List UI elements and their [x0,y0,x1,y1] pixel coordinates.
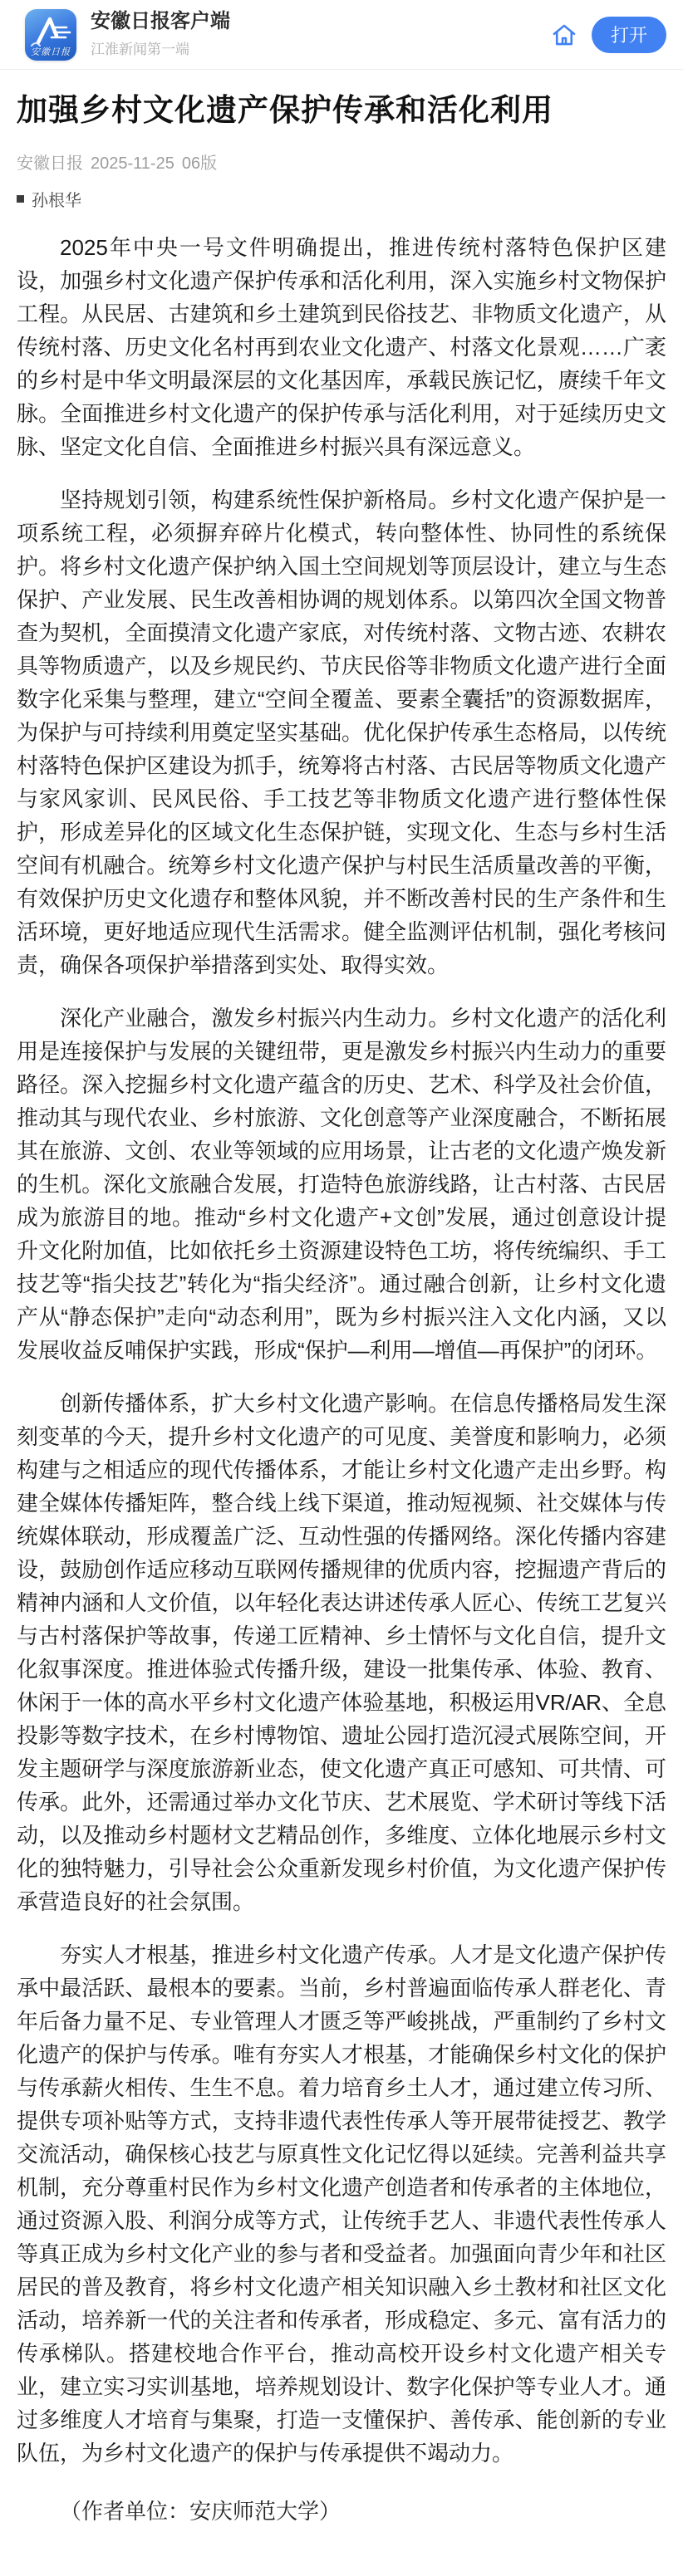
author-affiliation: （作者单位：安庆师范大学） [60,2499,342,2525]
article-date: 2025-11-25 [91,154,174,174]
app-info [91,11,549,58]
app-logo-icon[interactable] [25,9,76,61]
app-icon-label: 安徽日报 [31,47,71,57]
app-banner [0,0,683,70]
app-name: 安徽日报客户端 [91,9,230,32]
header-actions [549,17,666,53]
app-tagline: 江淮新闻第一端 [91,42,189,58]
article-paragraph: 坚持规划引领，构建系统性保护新格局。乡村文化遗产保护是一项系统工程，必须摒弃碎片化模式，转向整体性、协同性的系统保护。将乡村文化遗产保护纳入国土空间规划等顶层设计，建立与生态保护、产业发展、民生改善相协调的规划体系。以第四次全国文物普查为契机，全面摸清文化遗产家底，对传统村落、文物古迹、农耕农具等物质遗产，以及乡规民约、节庆民俗等非物质文化遗产进行全面数字化采集与整理，建立“空间全覆盖、要素全囊括”的资源数据库，为保护与可持续利用奠定坚实基础。优化保护传承生态格局，以传统村落特色保护区建设为抓手，统筹将古村落、古民居等物质文化遗产与家风家训、民风民俗、手工技艺等非物质文化遗产进行整体性保护，形成差异化的区域文化生态保护链，实现文化、生态与乡村生活空间有机融合。统筹乡村文化遗产保护与村民生活质量改善的平衡，有效保护历史文化遗存和整体风貌，并不断改善村民的生产条件和生活环境，更好地适应现代生活需求。健全监测评估机制，强化考核问责，确保各项保护举措落到实处、取得实效。 [17,487,666,978]
article [0,70,683,2558]
article-meta [17,149,666,174]
author-bullet-icon [17,195,24,203]
open-app-button[interactable]: 打开 [592,17,666,53]
article-paragraph: 2025年中央一号文件明确提出，推进传统村落特色保护区建设，加强乡村文化遗产保护传承和活化利用，深入实施乡村文物保护工程。从民居、古建筑和乡土建筑到民俗技艺、非物质文化遗产，从传统村落、历史文化名村再到农业文化遗产、村落文化景观……广袤的乡村是中华文明最深层的文化基因库，承载民族记忆，赓续千年文脉。全面推进乡村文化遗产的保护传承与活化利用，对于延续历史文脉、坚定文化自信、全面推进乡村振兴具有深远意义。 [17,235,666,460]
article-paragraph: 夯实人才根基，推进乡村文化遗产传承。人才是文化遗产保护传承中最活跃、最根本的要素。当前，乡村普遍面临传承人群老化、青年后备力量不足、专业管理人才匮乏等严峻挑战，严重制约了乡村文化遗产的保护与传承。唯有夯实人才根基，才能确保乡村文化的保护与传承薪火相传、生生不息。着力培育乡土人才，通过建立传习所、提供专项补贴等方式，支持非遗代表性传承人等开展带徒授艺、教学交流活动，确保核心技艺与原真性文化记忆得以延续。完善利益共享机制，充分尊重村民作为乡村文化遗产创造者和传承者的主体地位，通过资源入股、利润分成等方式，让传统手艺人、非遗代表性传承人等真正成为乡村文化产业的参与者和受益者。加强面向青少年和社区居民的普及教育，将乡村文化遗产相关知识融入乡土教材和社区文化活动，培养新一代的关注者和传承者，形成稳定、多元、富有活力的传承梯队。搭建校地合作平台，推动高校开设乡村文化遗产相关专业，建立实习实训基地，培养规划设计、数字化保护等专业人才。通过多维度人才培育与集聚，打造一支懂保护、善传承、能创新的专业队伍，为乡村文化遗产的保护与传承提供不竭动力。 [17,1942,666,2466]
home-icon [550,21,578,49]
author-row [17,187,666,211]
article-paragraph: 深化产业融合，激发乡村振兴内生动力。乡村文化遗产的活化利用是连接保护与发展的关键纽带，更是激发乡村振兴内生动力的重要路径。深入挖掘乡村文化遗产蕴含的历史、艺术、科学及社会价值，推动其与现代农业、乡村旅游、文化创意等产业深度融合，不断拓展其在旅游、文创、农业等领域的应用场景，让古老的文化遗产焕发新的生机。深化文旅融合发展，打造特色旅游线路，让古村落、古民居成为旅游目的地。推动“乡村文化遗产+文创”发展，通过创意设计提升文化附加值，比如依托乡土资源建设特色工坊，将传统编织、手工技艺等“指尖技艺”转化为“指尖经济”。通过融合创新，让乡村文化遗产从“静态保护”走向“动态利用”，既为乡村振兴注入文化内涵，又以发展收益反哺保护实践，形成“保护—利用—增值—再保护”的闭环。 [17,1006,666,1364]
home-button[interactable] [549,20,579,50]
article-source: 安徽日报 [17,154,83,174]
article-title: 加强乡村文化遗产保护传承和活化利用 [17,93,553,127]
article-paragraph: 创新传播体系，扩大乡村文化遗产影响。在信息传播格局发生深刻变革的今天，提升乡村文化遗产的可见度、美誉度和影响力，必须构建与之相适应的现代传播体系，才能让乡村文化遗产走出乡野。构建全媒体传播矩阵，整合线上线下渠道，推动短视频、社交媒体与传统媒体联动，形成覆盖广泛、互动性强的传播网络。深化传播内容建设，鼓励创作适应移动互联网传播规律的优质内容，挖掘遗产背后的精神内涵和人文价值，以年轻化表达讲述传承人匠心、传统工艺复兴与古村落保护等故事，传递工匠精神、乡土情怀与文化自信，提升文化叙事深度。推进体验式传播升级，建设一批集传承、体验、教育、休闲于一体的高水平乡村文化遗产体验基地，积极运用VR/AR、全息投影等数字技术，在乡村博物馆、遗址公园打造沉浸式展陈空间，开发主题研学与深度旅游新业态，使文化遗产真正可感知、可共情、可传承。此外，还需通过举办文化节庆、艺术展览、学术研讨等线下活动，以及推动乡村题材文艺精品创作，多维度、立体化地展示乡村文化的独特魅力，引导社会公众重新发现乡村价值，为文化遗产保护传承营造良好的社会氛围。 [17,1391,666,1915]
author-name: 孙根华 [32,192,81,211]
article-edition: 06版 [181,154,218,174]
